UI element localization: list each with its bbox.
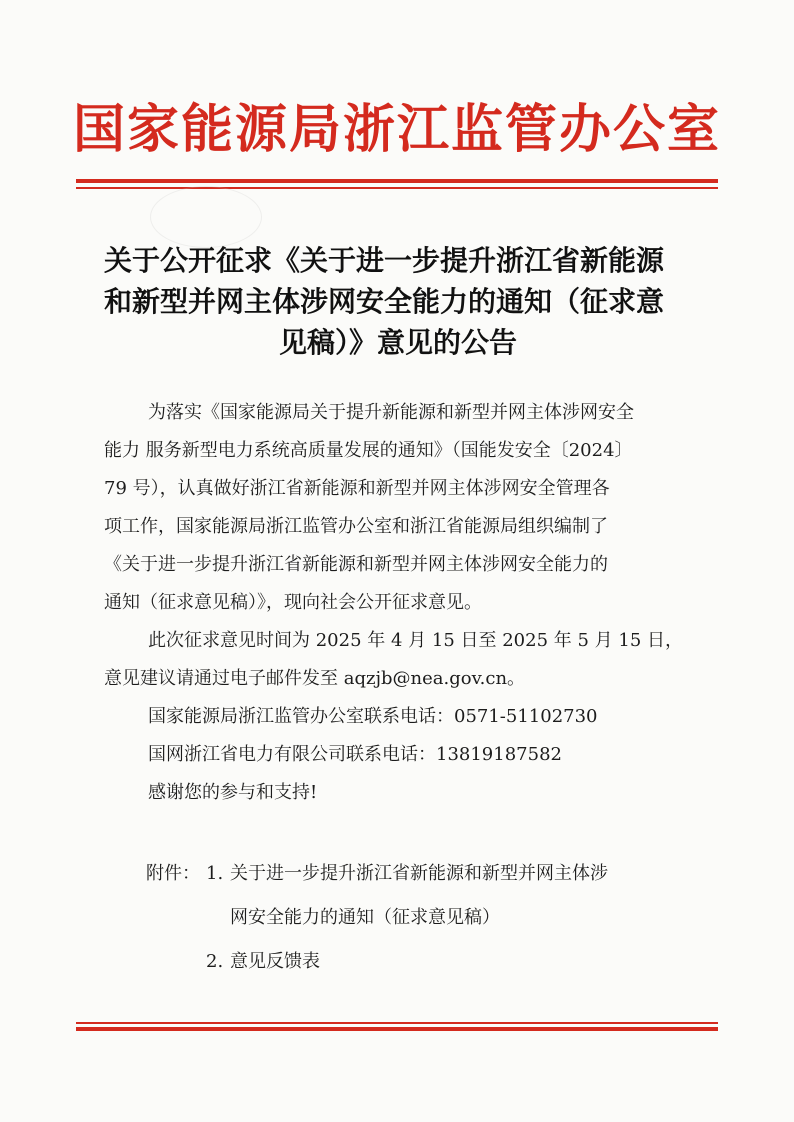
attachment-number: 1. <box>206 863 224 884</box>
footer-rule-thin <box>76 1022 718 1024</box>
body-line: 为落实《国家能源局关于提升新能源和新型并网主体涉网安全 <box>148 402 634 423</box>
body-line: 《关于进一步提升浙江省新能源和新型并网主体涉网安全能力的 <box>104 554 608 575</box>
body-line: 79 号），认真做好浙江省新能源和新型并网主体涉网安全管理各 <box>104 478 610 499</box>
notice-title <box>104 240 692 363</box>
footer-rule-thick <box>76 1027 718 1031</box>
body-line: 此次征求意见时间为 2025 年 4 月 15 日至 2025 年 5 月 15 日， <box>148 630 683 651</box>
body-line: 能力 服务新型电力系统高质量发展的通知》（国能发安全〔2024〕 <box>104 440 633 461</box>
attachment-title: 意见反馈表 <box>230 951 320 972</box>
letterhead-rule-thin <box>76 187 718 189</box>
attachments-list <box>146 852 706 984</box>
attachment-title-continued: 网安全能力的通知（征求意见稿） <box>230 907 500 928</box>
attachments-label: 附件： <box>146 863 200 884</box>
thanks-line: 感谢您的参与和支持! <box>148 782 318 803</box>
attachment-item <box>146 940 706 984</box>
body-line: 意见建议请通过电子邮件发至 aqzjb@nea.gov.cn。 <box>104 668 526 689</box>
notice-title-line: 见稿）》意见的公告 <box>278 326 517 359</box>
contact-phone-grid: 国网浙江省电力有限公司联系电话：13819187582 <box>148 744 562 765</box>
notice-title-line: 和新型并网主体涉网安全能力的通知（征求意 <box>104 285 665 318</box>
attachment-title: 关于进一步提升浙江省新能源和新型并网主体涉 <box>230 863 608 884</box>
faint-seal-mark <box>150 186 262 248</box>
contact-phone-regulator: 国家能源局浙江监管办公室联系电话：0571-51102730 <box>148 706 598 727</box>
notice-body <box>104 394 694 812</box>
body-line: 项工作，国家能源局浙江监管办公室和浙江省能源局组织编制了 <box>104 516 608 537</box>
body-line: 通知（征求意见稿）》，现向社会公开征求意见。 <box>104 592 482 613</box>
letterhead-org-name: 国家能源局浙江监管办公室 <box>72 99 721 160</box>
notice-title-line: 关于公开征求《关于进一步提升浙江省新能源 <box>104 244 665 277</box>
attachment-number: 2. <box>206 951 224 972</box>
attachment-item <box>146 852 706 896</box>
letterhead-rule-thick <box>76 179 718 183</box>
